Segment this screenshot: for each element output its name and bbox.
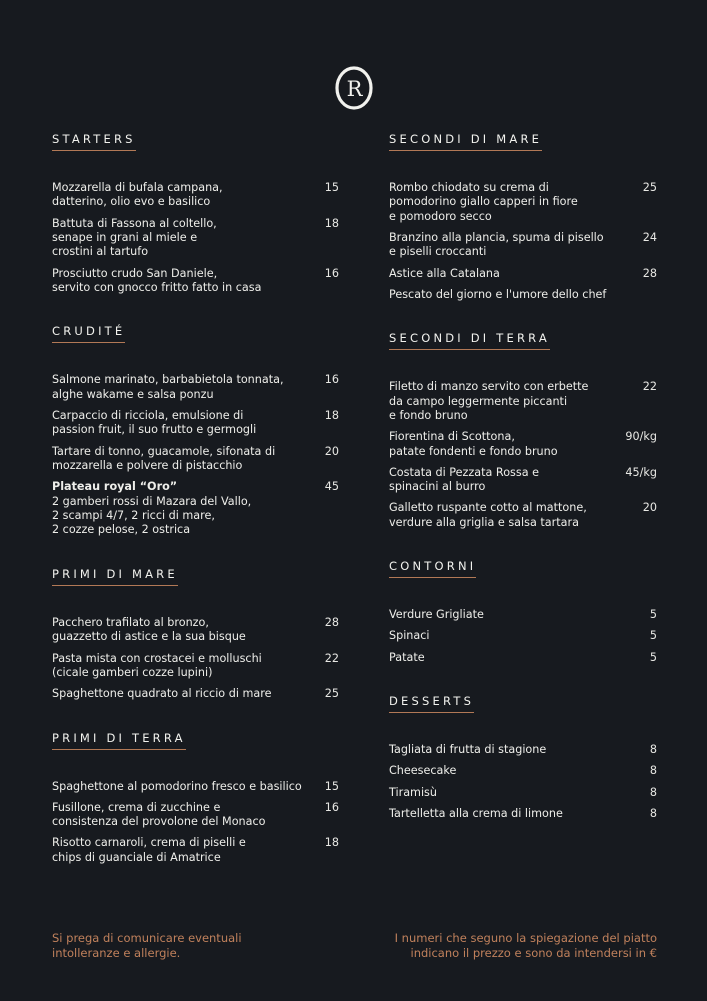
section-title: SECONDI DI MARE bbox=[389, 132, 542, 155]
right-column bbox=[389, 128, 657, 828]
menu-item-price: 90/kg bbox=[625, 430, 657, 444]
section-crudite bbox=[52, 320, 339, 537]
menu-item bbox=[52, 373, 339, 402]
menu-item bbox=[52, 409, 339, 438]
menu-item-price: 5 bbox=[649, 608, 657, 622]
menu-item-description: Spaghettone quadrato al riccio di mare bbox=[52, 687, 272, 701]
menu-item-price: 8 bbox=[649, 743, 657, 757]
menu-item bbox=[52, 780, 339, 794]
menu-item-price: 5 bbox=[649, 650, 657, 664]
menu-item-description: Pasta mista con crostacei e molluschi (cicale gamberi cozze lupini) bbox=[52, 651, 262, 679]
menu-item-description: Prosciutto crudo San Daniele, servito con gnocco fritto fatto in casa bbox=[52, 266, 262, 295]
menu-item-price: 8 bbox=[649, 806, 657, 820]
section-title: CONTORNI bbox=[389, 559, 476, 582]
logo-letter: R bbox=[346, 77, 363, 101]
menu-item-price: 25 bbox=[324, 687, 339, 701]
menu-item-price: 20 bbox=[642, 501, 657, 515]
title-underline bbox=[52, 150, 136, 151]
menu-item bbox=[389, 786, 657, 800]
menu-item-description: Patate bbox=[389, 650, 425, 664]
section-contorni bbox=[389, 555, 657, 665]
menu-item-price: 16 bbox=[324, 266, 339, 280]
menu-item-price: 15 bbox=[324, 779, 339, 793]
menu-item-price: 28 bbox=[324, 615, 339, 629]
section-desserts bbox=[389, 690, 657, 821]
menu-item-price: 25 bbox=[642, 181, 657, 194]
menu-item bbox=[52, 480, 339, 538]
menu-item-price: 8 bbox=[649, 785, 657, 799]
menu-item-description: Astice alla Catalana bbox=[389, 266, 500, 280]
menu-item bbox=[389, 629, 657, 643]
menu-item-price: 18 bbox=[324, 409, 339, 423]
menu-item-description: Mozzarella di bufala campana, datterino, olio evo e basilico bbox=[52, 181, 223, 209]
menu-item-price: 28 bbox=[642, 266, 657, 280]
menu-item bbox=[52, 836, 339, 865]
menu-item bbox=[389, 430, 657, 459]
menu-item-description: Fiorentina di Scottona, patate fondenti e fondo bruno bbox=[389, 430, 558, 458]
menu-item bbox=[389, 181, 657, 224]
menu-item bbox=[389, 764, 657, 778]
menu-item-description: Tartare di tonno, guacamole, sifonata di mozzarella e polvere di pistacchio bbox=[52, 444, 276, 473]
menu-item-description: Fusillone, crema di zucchine e consistenza del provolone del Monaco bbox=[52, 800, 266, 829]
menu-item bbox=[52, 217, 339, 260]
menu-item-description: Galletto ruspante cotto al mattone, verdure alla griglia e salsa tartara bbox=[389, 501, 587, 529]
restaurant-logo bbox=[334, 66, 374, 110]
section-title: CRUDITÉ bbox=[52, 324, 125, 347]
menu-item-description: Tiramisù bbox=[389, 785, 437, 799]
menu-item bbox=[389, 743, 657, 757]
menu-item-price: 8 bbox=[649, 764, 657, 778]
menu-item bbox=[52, 652, 339, 681]
menu-item bbox=[52, 801, 339, 830]
section-secondi-terra bbox=[389, 327, 657, 530]
menu-item bbox=[389, 380, 657, 423]
section-title: SECONDI DI TERRA bbox=[389, 331, 550, 354]
menu-item-description: Rombo chiodato su crema di pomodorino giallo capperi in fiore e pomodoro secco bbox=[389, 181, 578, 223]
section-title: PRIMI DI TERRA bbox=[52, 731, 186, 754]
menu-item-description: Spaghettone al pomodorino fresco e basilico bbox=[52, 779, 302, 793]
menu-item-price: 20 bbox=[324, 444, 339, 458]
menu-item-description: Spinaci bbox=[389, 629, 430, 643]
menu-item bbox=[389, 466, 657, 495]
menu-item bbox=[52, 267, 339, 296]
title-underline bbox=[389, 150, 542, 151]
section-title: DESSERTS bbox=[389, 694, 474, 717]
title-underline bbox=[389, 577, 476, 578]
menu-item-description: Filetto di manzo servito con erbette da campo leggermente piccanti e fondo bruno bbox=[389, 380, 589, 423]
menu-item-price: 5 bbox=[649, 629, 657, 643]
section-title: STARTERS bbox=[52, 132, 136, 155]
menu-item bbox=[52, 687, 339, 701]
menu-item bbox=[389, 267, 657, 281]
menu-item-price: 16 bbox=[324, 373, 339, 387]
section-primi-terra bbox=[52, 727, 339, 866]
menu-item-price: 22 bbox=[324, 651, 339, 665]
menu-item-price: 45/kg bbox=[625, 465, 657, 479]
menu-item-price: 45 bbox=[324, 480, 339, 494]
section-primi-mare bbox=[52, 563, 339, 702]
menu-item-price: 18 bbox=[324, 216, 339, 230]
left-column bbox=[52, 128, 339, 872]
menu-item bbox=[389, 288, 657, 302]
menu-item-description: Salmone marinato, barbabietola tonnata, alghe wakame e salsa ponzu bbox=[52, 373, 284, 401]
menu-item bbox=[52, 445, 339, 474]
section-starters bbox=[52, 128, 339, 295]
menu-item bbox=[389, 608, 657, 622]
title-underline bbox=[52, 749, 186, 750]
menu-item-price: 18 bbox=[324, 836, 339, 850]
allergy-note: Si prega di comunicare eventuali intolleranze e allergie. bbox=[52, 931, 242, 960]
section-secondi-mare bbox=[389, 128, 657, 302]
menu-item-description: Tagliata di frutta di stagione bbox=[389, 743, 547, 757]
title-underline bbox=[389, 712, 474, 713]
menu-item-description: Pescato del giorno e l'umore dello chef bbox=[389, 287, 607, 301]
menu-item-price: 15 bbox=[324, 181, 339, 194]
menu-item-price: 16 bbox=[324, 800, 339, 814]
menu-item bbox=[389, 231, 657, 260]
menu-item-description: Pacchero trafilato al bronzo, guazzetto di astice e la sua bisque bbox=[52, 615, 246, 644]
menu-item bbox=[52, 181, 339, 210]
menu-item-detail: 2 gamberi rossi di Mazara del Vallo, 2 scampi 4/7, 2 ricci di mare, 2 cozze pelose, 2 ostrica bbox=[52, 494, 252, 537]
menu-item bbox=[389, 651, 657, 665]
menu-item-description: Tartelletta alla crema di limone bbox=[389, 806, 563, 820]
menu-item-description: Branzino alla plancia, spuma di pisello e piselli croccanti bbox=[389, 231, 604, 259]
menu-item-description: Cheesecake bbox=[389, 764, 457, 778]
title-underline bbox=[52, 342, 125, 343]
menu-item-name: Plateau royal “Oro” bbox=[52, 480, 178, 494]
price-note: I numeri che seguno la spiegazione del piatto indicano il prezzo e sono da intendersi in € bbox=[394, 931, 657, 960]
section-title: PRIMI DI MARE bbox=[52, 567, 178, 590]
menu-item-price: 24 bbox=[642, 231, 657, 245]
menu-item-description bbox=[52, 480, 319, 538]
menu-item bbox=[389, 501, 657, 530]
menu-item-description: Risotto carnaroli, crema di piselli e chips di guanciale di Amatrice bbox=[52, 836, 246, 864]
menu-item bbox=[52, 616, 339, 645]
menu-item-price: 22 bbox=[642, 380, 657, 394]
menu-item-description: Battuta di Fassona al coltello, senape in grani al miele e crostini al tartufo bbox=[52, 216, 217, 259]
menu-item bbox=[389, 807, 657, 821]
menu-item-description: Verdure Grigliate bbox=[389, 608, 484, 622]
menu-item-description: Costata di Pezzata Rossa e spinacini al burro bbox=[389, 465, 539, 494]
title-underline bbox=[389, 349, 550, 350]
menu-item-description: Carpaccio di ricciola, emulsione di passion fruit, il suo frutto e germogli bbox=[52, 409, 257, 437]
title-underline bbox=[52, 585, 178, 586]
